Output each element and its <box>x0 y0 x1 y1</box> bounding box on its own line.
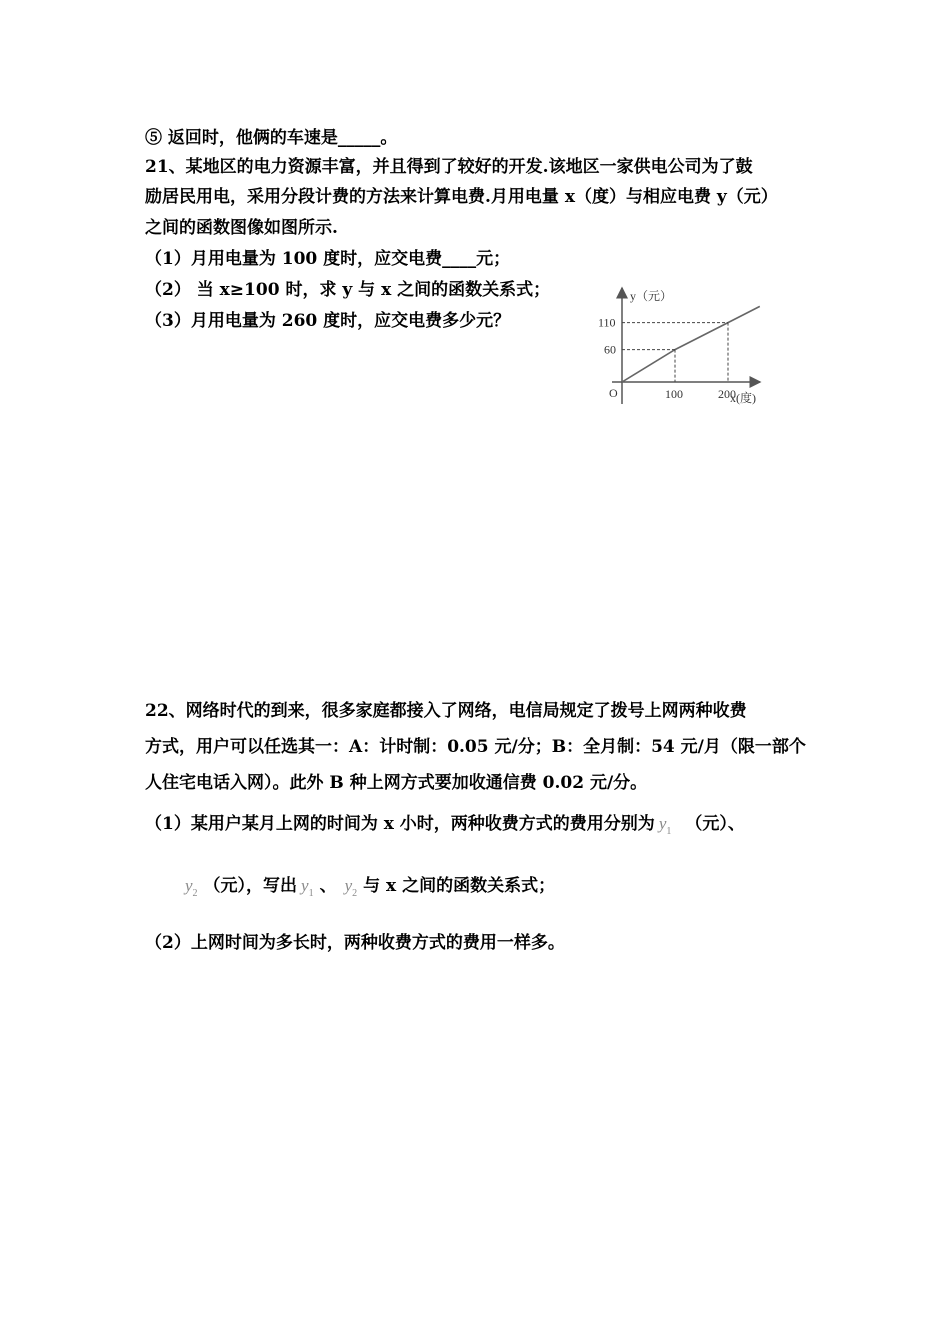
q21-stem-line3: 之间的函数图像如图所示. <box>145 218 338 238</box>
q22-part1-line1 <box>145 813 745 843</box>
x-tick-label: 100 <box>665 387 683 401</box>
x-tick-label: 200 <box>718 387 736 401</box>
q22-stem-line3: 人住宅电话入网）。此外 B 种上网方式要加收通信费 0.02 元/分。 <box>145 773 648 793</box>
q21-function-graph <box>590 280 780 410</box>
separator: 、 <box>319 876 337 896</box>
q21-stem-line1: 21、某地区的电力资源丰富，并且得到了较好的开发.该地区一家供电公司为了鼓 <box>145 157 753 177</box>
q22-part1-unit: （元）、 <box>685 814 745 834</box>
q22-stem-line2: 方式，用户可以任选其一：A：计时制：0.05 元/分；B：全月制：54 元/月（限一部个 <box>145 737 806 757</box>
y-tick-label: 60 <box>604 342 616 357</box>
y2-symbol-2: $y_2$ <box>344 876 358 899</box>
origin-label: O <box>609 386 618 400</box>
y1-symbol: $y_1$ <box>658 814 672 837</box>
y2-symbol: $y_2$ <box>185 876 198 899</box>
q22-part1-line2 <box>185 875 555 905</box>
y-tick-label: 110 <box>598 315 616 330</box>
q20-item5: ⑤ 返回时，他俩的车速是_____。 <box>145 128 398 148</box>
q21-part1: （1）月用电量为 100 度时，应交电费____元； <box>145 249 511 269</box>
q21-part3: （3）月用电量为 260 度时，应交电费多少元？ <box>145 311 511 331</box>
q21-part2: （2） 当 x≥100 时，求 y 与 x 之间的函数关系式； <box>145 280 551 300</box>
y-axis-label: y（元） <box>630 289 673 303</box>
q22-part1b-text: 与 x 之间的函数关系式； <box>363 876 556 896</box>
y1-symbol-2: $y_1$ <box>301 876 314 899</box>
q22-part1b-unit: （元），写出 <box>203 876 298 896</box>
x-axis-label: x(度) <box>730 391 756 405</box>
q22-part1-text: （1）某用户某月上网的时间为 x 小时，两种收费方式的费用分别为 <box>145 814 655 834</box>
q22-part2: （2）上网时间为多长时，两种收费方式的费用一样多。 <box>145 933 565 953</box>
q22-stem-line1: 22、网络时代的到来，很多家庭都接入了网络，电信局规定了拨号上网两种收费 <box>145 701 747 721</box>
q21-stem-line2: 励居民用电，采用分段计费的方法来计算电费.月用电量 x（度）与相应电费 y（元） <box>145 187 778 207</box>
function-line <box>622 306 760 382</box>
